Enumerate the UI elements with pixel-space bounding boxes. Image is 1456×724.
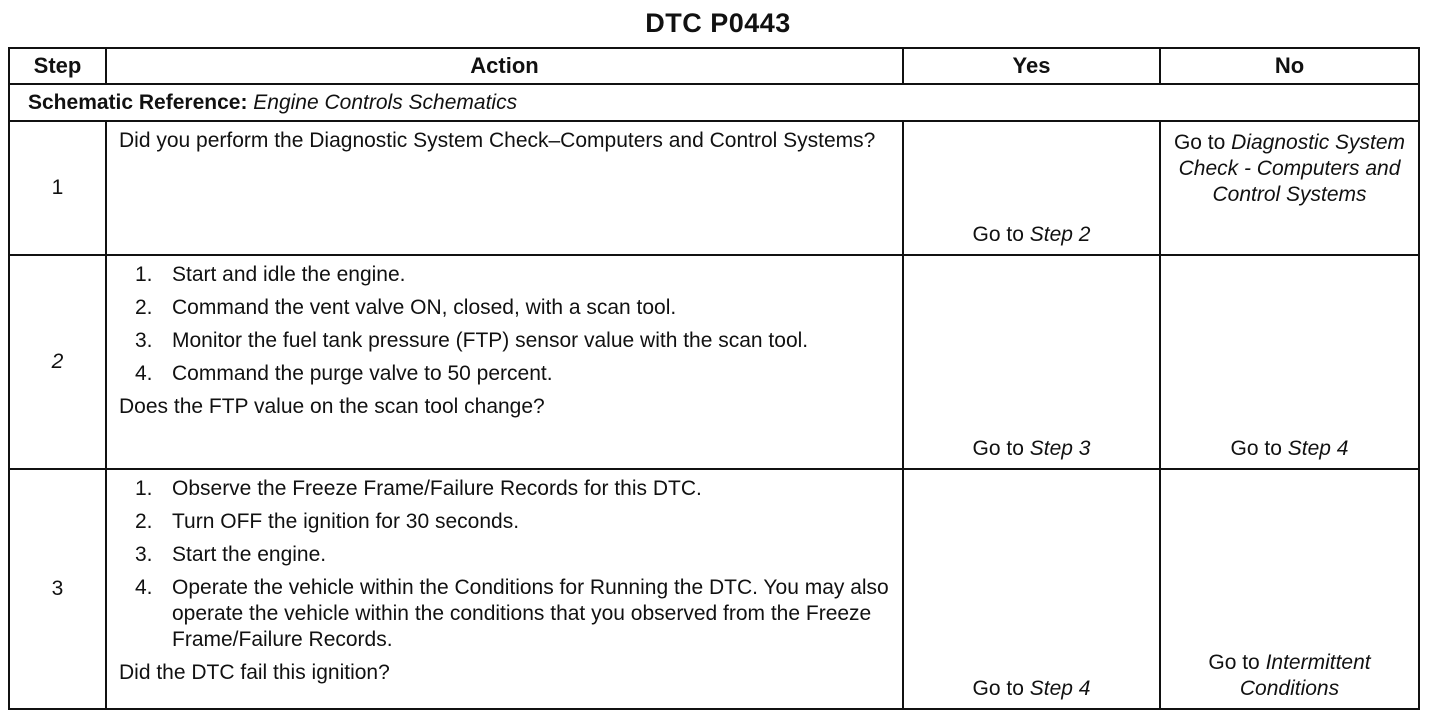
schematic-reference	[9, 84, 1419, 121]
diagnostic-table	[8, 47, 1420, 710]
no-link[interactable]: Diagnostic System Check - Computers and Control Systems	[1178, 131, 1406, 206]
schematic-link[interactable]: Engine Controls Schematics	[253, 90, 518, 114]
yes-cell	[903, 469, 1160, 709]
action-steps	[117, 262, 892, 387]
schematic-row	[9, 84, 1419, 121]
list-item: 1. Start and idle the engine.	[135, 263, 406, 286]
header-row	[9, 48, 1419, 84]
action-cell	[106, 255, 903, 469]
list-item: 2. Turn OFF the ignition for 30 seconds.	[135, 510, 520, 533]
no-cell	[1160, 121, 1419, 255]
header-action: Action	[106, 48, 903, 84]
header-yes: Yes	[903, 48, 1160, 84]
step-number: 2	[9, 255, 106, 469]
no-prefix: Go to	[1230, 437, 1282, 460]
action-cell	[106, 121, 903, 255]
action-steps	[117, 476, 892, 653]
yes-link[interactable]: Step 4	[1029, 677, 1091, 700]
action-question: Does the FTP value on the scan tool change?	[119, 395, 545, 418]
step-number: 1	[9, 121, 106, 255]
list-item: 2. Command the vent valve ON, closed, with a scan tool.	[135, 296, 677, 319]
table-row	[9, 255, 1419, 469]
yes-cell	[903, 121, 1160, 255]
list-item: 3. Start the engine.	[135, 543, 327, 566]
step-number: 3	[9, 469, 106, 709]
yes-prefix: Go to	[972, 677, 1024, 700]
action-question: Did the DTC fail this ignition?	[119, 661, 390, 684]
page-title: DTC P0443	[645, 8, 791, 38]
yes-prefix: Go to	[972, 437, 1024, 460]
list-item: 3. Monitor the fuel tank pressure (FTP) sensor value with the scan tool.	[135, 329, 809, 352]
yes-link[interactable]: Step 3	[1029, 437, 1091, 460]
yes-cell	[903, 255, 1160, 469]
no-cell	[1160, 469, 1419, 709]
no-link[interactable]: Intermittent Conditions	[1239, 651, 1371, 700]
header-step: Step	[9, 48, 106, 84]
no-link[interactable]: Step 4	[1287, 437, 1349, 460]
action-cell	[106, 469, 903, 709]
table-row	[9, 121, 1419, 255]
table-row	[9, 469, 1419, 709]
action-question: Did you perform the Diagnostic System Check–Computers and Control Systems?	[119, 129, 876, 152]
header-no: No	[1160, 48, 1419, 84]
list-item: 4. Operate the vehicle within the Conditions for Running the DTC. You may also operate the vehicle within the conditions that you observed from the Freeze Frame/Failure Records.	[135, 576, 889, 651]
yes-prefix: Go to	[972, 223, 1024, 246]
yes-link[interactable]: Step 2	[1029, 223, 1091, 246]
schematic-label: Schematic Reference:	[28, 90, 248, 114]
no-prefix: Go to	[1208, 651, 1260, 674]
list-item: 4. Command the purge valve to 50 percent.	[135, 362, 553, 385]
no-prefix: Go to	[1173, 131, 1226, 154]
no-cell	[1160, 255, 1419, 469]
list-item: 1. Observe the Freeze Frame/Failure Records for this DTC.	[135, 477, 702, 500]
